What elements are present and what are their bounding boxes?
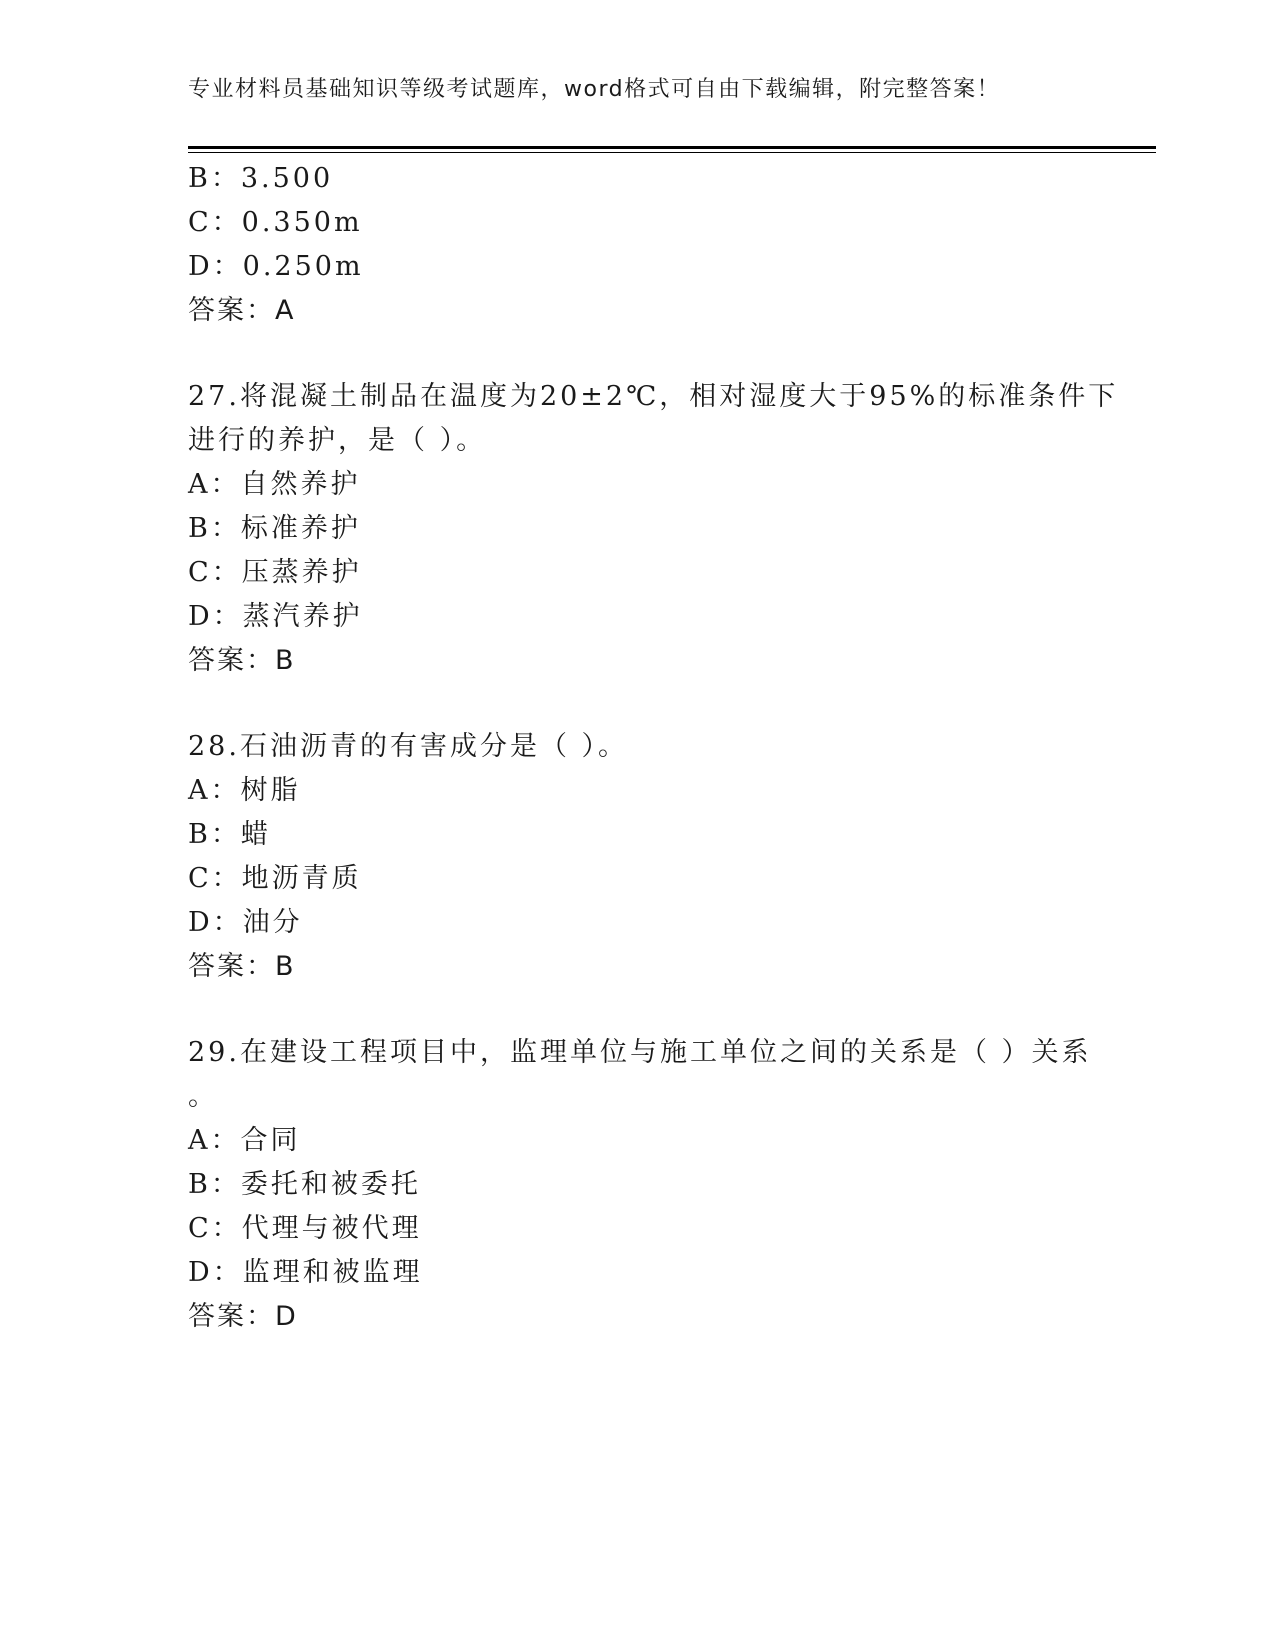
header-rule-thick [188, 146, 1156, 149]
q27-option-a: A：自然养护 [188, 469, 361, 500]
q29-option-b: B：委托和被委托 [188, 1169, 421, 1200]
q29-answer: 答案：D [188, 1301, 298, 1332]
q27-option-d: D：蒸汽养护 [188, 601, 363, 632]
q29-option-c: C：代理与被代理 [188, 1213, 422, 1244]
q26-option-d: D：0.250m [188, 251, 364, 282]
q26-option-b: B：3.500 [188, 163, 334, 194]
page-header: 专业材料员基础知识等级考试题库，word格式可自由下载编辑，附完整答案！ [188, 77, 1001, 102]
q28-option-c: C：地沥青质 [188, 863, 362, 894]
q28-option-d: D：油分 [188, 907, 303, 938]
q28-answer: 答案：B [188, 951, 296, 982]
q27-option-b: B：标准养护 [188, 513, 361, 544]
q26-option-c: C：0.350m [188, 207, 363, 238]
q28-stem: 28.石油沥青的有害成分是（ ）。 [188, 731, 629, 762]
q26-answer: 答案：A [188, 295, 296, 326]
header-rule-thin [188, 152, 1156, 153]
q27-stem-line1: 27.将混凝土制品在温度为20±2℃，相对湿度大于95%的标准条件下 [188, 381, 1119, 412]
q28-option-a: A：树脂 [188, 775, 301, 806]
q29-option-a: A：合同 [188, 1125, 301, 1156]
q27-answer: 答案：B [188, 645, 296, 676]
q29-stem-line1: 29.在建设工程项目中，监理单位与施工单位之间的关系是（ ）关系 [188, 1037, 1092, 1068]
q28-option-b: B：蜡 [188, 819, 271, 850]
q29-option-d: D：监理和被监理 [188, 1257, 423, 1288]
q27-option-c: C：压蒸养护 [188, 557, 362, 588]
q29-stem-line2: 。 [188, 1081, 218, 1112]
q27-stem-line2: 进行的养护，是（ ）。 [188, 425, 487, 456]
